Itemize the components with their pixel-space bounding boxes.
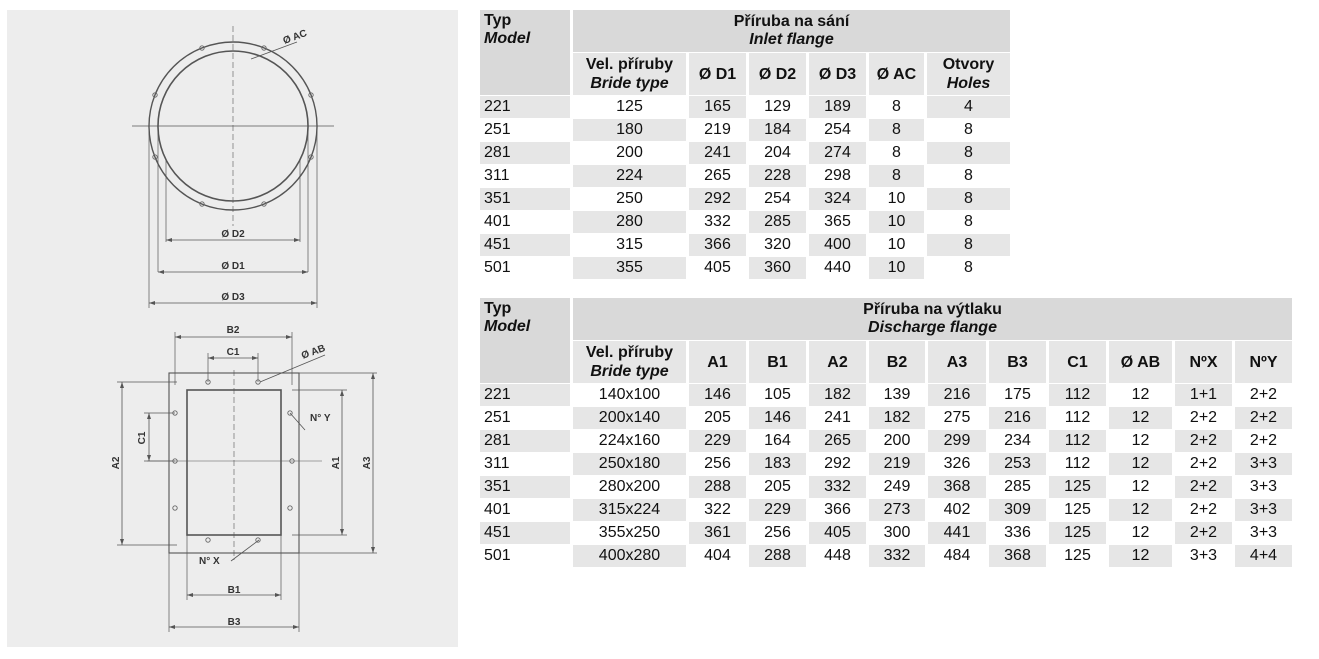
value-cell: 332 bbox=[869, 545, 925, 567]
value-cell: 440 bbox=[809, 257, 866, 279]
typ-model-header bbox=[480, 298, 570, 383]
typ-label: Typ bbox=[484, 300, 512, 317]
value-cell: 165 bbox=[689, 96, 746, 118]
value-cell: 216 bbox=[989, 407, 1046, 429]
value-cell: 125 bbox=[1049, 522, 1106, 544]
value-cell: 112 bbox=[1049, 407, 1106, 429]
discharge-flange-table bbox=[477, 297, 1295, 568]
column-header bbox=[749, 53, 806, 95]
value-cell: 405 bbox=[809, 522, 866, 544]
typ-model-header bbox=[480, 10, 570, 95]
table-row bbox=[480, 407, 1292, 429]
value-cell: 292 bbox=[689, 188, 746, 210]
value-cell: 332 bbox=[809, 476, 866, 498]
value-cell: 125 bbox=[1049, 499, 1106, 521]
label-ac: Ø AC bbox=[281, 28, 309, 47]
value-cell: 441 bbox=[928, 522, 986, 544]
column-header-sublabel: Bride type bbox=[590, 75, 669, 92]
model-cell: 501 bbox=[480, 545, 570, 567]
table-row bbox=[480, 453, 1292, 475]
value-cell: 249 bbox=[869, 476, 925, 498]
model-cell: 351 bbox=[480, 476, 570, 498]
model-cell: 251 bbox=[480, 407, 570, 429]
value-cell: 205 bbox=[689, 407, 746, 429]
value-cell: 112 bbox=[1049, 430, 1106, 452]
value-cell: 1+1 bbox=[1175, 384, 1232, 406]
column-header bbox=[749, 341, 806, 383]
column-header bbox=[573, 341, 686, 383]
value-cell: 139 bbox=[869, 384, 925, 406]
value-cell: 2+2 bbox=[1175, 453, 1232, 475]
value-cell: 164 bbox=[749, 430, 806, 452]
value-cell: 241 bbox=[809, 407, 866, 429]
column-header bbox=[809, 341, 866, 383]
column-header-label: Ø AC bbox=[876, 65, 917, 83]
column-header-label: Ø D1 bbox=[698, 65, 737, 83]
inlet-group-subtitle: Inlet flange bbox=[749, 31, 834, 48]
column-header bbox=[1109, 341, 1172, 383]
value-cell: 229 bbox=[689, 430, 746, 452]
value-cell: 326 bbox=[928, 453, 986, 475]
column-header bbox=[689, 341, 746, 383]
column-header-label: NºY bbox=[1249, 353, 1278, 371]
value-cell: 229 bbox=[749, 499, 806, 521]
value-cell: 10 bbox=[869, 234, 924, 256]
label-d2: Ø D2 bbox=[221, 229, 245, 240]
table-row bbox=[480, 257, 1010, 279]
inlet-table-body bbox=[480, 96, 1010, 279]
label-a3: A3 bbox=[362, 456, 373, 470]
value-cell: 129 bbox=[749, 96, 806, 118]
value-cell: 256 bbox=[689, 453, 746, 475]
value-cell: 8 bbox=[927, 234, 1010, 256]
value-cell: 8 bbox=[927, 142, 1010, 164]
model-cell: 281 bbox=[480, 430, 570, 452]
table-row bbox=[480, 499, 1292, 521]
value-cell: 8 bbox=[927, 211, 1010, 233]
value-cell: 183 bbox=[749, 453, 806, 475]
value-cell: 8 bbox=[869, 96, 924, 118]
value-cell: 315x224 bbox=[573, 499, 686, 521]
value-cell: 300 bbox=[869, 522, 925, 544]
column-header bbox=[928, 341, 986, 383]
value-cell: 205 bbox=[749, 476, 806, 498]
discharge-group-title: Příruba na výtlaku bbox=[863, 301, 1002, 318]
label-b1: B1 bbox=[227, 585, 241, 596]
typ-label: Typ bbox=[484, 12, 512, 29]
discharge-column-header-row bbox=[480, 341, 1292, 383]
discharge-group-subtitle: Discharge flange bbox=[868, 319, 997, 336]
value-cell: 224x160 bbox=[573, 430, 686, 452]
value-cell: 3+3 bbox=[1235, 476, 1292, 498]
value-cell: 200 bbox=[869, 430, 925, 452]
value-cell: 4+4 bbox=[1235, 545, 1292, 567]
value-cell: 402 bbox=[928, 499, 986, 521]
column-header-label: A1 bbox=[707, 353, 728, 371]
value-cell: 355x250 bbox=[573, 522, 686, 544]
inlet-group-title: Příruba na sání bbox=[733, 13, 850, 30]
value-cell: 368 bbox=[989, 545, 1046, 567]
column-header-label: NºX bbox=[1189, 353, 1218, 371]
value-cell: 309 bbox=[989, 499, 1046, 521]
value-cell: 292 bbox=[809, 453, 866, 475]
value-cell: 8 bbox=[927, 119, 1010, 141]
value-cell: 2+2 bbox=[1235, 430, 1292, 452]
model-label: Model bbox=[484, 318, 531, 335]
value-cell: 365 bbox=[809, 211, 866, 233]
column-header bbox=[1175, 341, 1232, 383]
value-cell: 405 bbox=[689, 257, 746, 279]
column-header-label: Vel. příruby bbox=[585, 56, 674, 73]
column-header bbox=[869, 341, 925, 383]
value-cell: 2+2 bbox=[1235, 384, 1292, 406]
value-cell: 105 bbox=[749, 384, 806, 406]
table-row bbox=[480, 234, 1010, 256]
value-cell: 8 bbox=[869, 119, 924, 141]
value-cell: 280 bbox=[573, 211, 686, 233]
value-cell: 332 bbox=[689, 211, 746, 233]
column-header-label: A2 bbox=[827, 353, 848, 371]
value-cell: 12 bbox=[1109, 407, 1172, 429]
value-cell: 8 bbox=[927, 188, 1010, 210]
value-cell: 234 bbox=[989, 430, 1046, 452]
model-cell: 401 bbox=[480, 211, 570, 233]
value-cell: 273 bbox=[869, 499, 925, 521]
model-cell: 221 bbox=[480, 384, 570, 406]
table-row bbox=[480, 188, 1010, 210]
value-cell: 360 bbox=[749, 257, 806, 279]
model-cell: 311 bbox=[480, 453, 570, 475]
column-header bbox=[1049, 341, 1106, 383]
column-header-sublabel: Holes bbox=[946, 75, 991, 92]
value-cell: 366 bbox=[809, 499, 866, 521]
value-cell: 112 bbox=[1049, 384, 1106, 406]
value-cell: 8 bbox=[927, 257, 1010, 279]
column-header-label: B2 bbox=[886, 353, 908, 371]
label-b3: B3 bbox=[227, 617, 241, 628]
value-cell: 404 bbox=[689, 545, 746, 567]
value-cell: 336 bbox=[989, 522, 1046, 544]
label-nx: N° X bbox=[199, 556, 220, 567]
value-cell: 275 bbox=[928, 407, 986, 429]
label-a2: A2 bbox=[111, 456, 122, 470]
value-cell: 204 bbox=[749, 142, 806, 164]
column-header bbox=[689, 53, 746, 95]
value-cell: 189 bbox=[809, 96, 866, 118]
value-cell: 274 bbox=[809, 142, 866, 164]
column-header bbox=[927, 53, 1010, 95]
value-cell: 253 bbox=[989, 453, 1046, 475]
value-cell: 448 bbox=[809, 545, 866, 567]
table-row bbox=[480, 142, 1010, 164]
value-cell: 322 bbox=[689, 499, 746, 521]
column-header-label: A3 bbox=[946, 353, 968, 371]
value-cell: 361 bbox=[689, 522, 746, 544]
table-row bbox=[480, 211, 1010, 233]
label-b2: B2 bbox=[226, 325, 240, 336]
table-row bbox=[480, 476, 1292, 498]
value-cell: 254 bbox=[809, 119, 866, 141]
model-cell: 221 bbox=[480, 96, 570, 118]
column-header bbox=[869, 53, 924, 95]
model-cell: 351 bbox=[480, 188, 570, 210]
column-header bbox=[989, 341, 1046, 383]
value-cell: 299 bbox=[928, 430, 986, 452]
model-cell: 451 bbox=[480, 522, 570, 544]
table-row bbox=[480, 119, 1010, 141]
value-cell: 146 bbox=[749, 407, 806, 429]
value-cell: 4 bbox=[927, 96, 1010, 118]
label-ab: Ø AB bbox=[300, 342, 327, 362]
column-header-label: B3 bbox=[1007, 353, 1028, 371]
value-cell: 8 bbox=[869, 165, 924, 187]
value-cell: 12 bbox=[1109, 430, 1172, 452]
column-header bbox=[573, 53, 686, 95]
value-cell: 112 bbox=[1049, 453, 1106, 475]
model-label: Model bbox=[484, 30, 531, 47]
value-cell: 12 bbox=[1109, 476, 1172, 498]
discharge-flange-drawing bbox=[117, 332, 377, 632]
model-cell: 401 bbox=[480, 499, 570, 521]
label-d3: Ø D3 bbox=[221, 292, 245, 303]
value-cell: 3+3 bbox=[1235, 499, 1292, 521]
value-cell: 146 bbox=[689, 384, 746, 406]
value-cell: 12 bbox=[1109, 522, 1172, 544]
value-cell: 125 bbox=[1049, 476, 1106, 498]
value-cell: 125 bbox=[573, 96, 686, 118]
model-cell: 281 bbox=[480, 142, 570, 164]
value-cell: 200 bbox=[573, 142, 686, 164]
value-cell: 10 bbox=[869, 188, 924, 210]
value-cell: 10 bbox=[869, 211, 924, 233]
column-header-label: C1 bbox=[1067, 353, 1088, 371]
value-cell: 2+2 bbox=[1235, 407, 1292, 429]
value-cell: 216 bbox=[928, 384, 986, 406]
value-cell: 250x180 bbox=[573, 453, 686, 475]
value-cell: 254 bbox=[749, 188, 806, 210]
value-cell: 256 bbox=[749, 522, 806, 544]
column-header-label: Vel. příruby bbox=[585, 344, 674, 361]
column-header-label: Ø D3 bbox=[818, 65, 857, 83]
column-header-label: Otvory bbox=[942, 56, 995, 73]
column-header-label: B1 bbox=[767, 353, 788, 371]
value-cell: 182 bbox=[869, 407, 925, 429]
value-cell: 324 bbox=[809, 188, 866, 210]
value-cell: 366 bbox=[689, 234, 746, 256]
table-row bbox=[480, 384, 1292, 406]
value-cell: 3+3 bbox=[1235, 453, 1292, 475]
value-cell: 140x100 bbox=[573, 384, 686, 406]
value-cell: 219 bbox=[689, 119, 746, 141]
discharge-group-header bbox=[573, 298, 1292, 340]
column-header-sublabel: Bride type bbox=[590, 363, 669, 380]
value-cell: 200x140 bbox=[573, 407, 686, 429]
value-cell: 285 bbox=[989, 476, 1046, 498]
value-cell: 2+2 bbox=[1175, 522, 1232, 544]
value-cell: 288 bbox=[689, 476, 746, 498]
value-cell: 484 bbox=[928, 545, 986, 567]
label-d1: Ø D1 bbox=[221, 261, 245, 272]
value-cell: 280x200 bbox=[573, 476, 686, 498]
model-cell: 311 bbox=[480, 165, 570, 187]
value-cell: 10 bbox=[869, 257, 924, 279]
column-header bbox=[1235, 341, 1292, 383]
table-row bbox=[480, 96, 1010, 118]
value-cell: 315 bbox=[573, 234, 686, 256]
value-cell: 2+2 bbox=[1175, 476, 1232, 498]
column-header-label: Ø D2 bbox=[758, 65, 797, 83]
column-header-label: Ø AB bbox=[1120, 353, 1161, 371]
column-header bbox=[809, 53, 866, 95]
value-cell: 355 bbox=[573, 257, 686, 279]
value-cell: 2+2 bbox=[1175, 430, 1232, 452]
value-cell: 320 bbox=[749, 234, 806, 256]
label-c1-vertical: C1 bbox=[137, 431, 148, 445]
value-cell: 12 bbox=[1109, 499, 1172, 521]
table-row bbox=[480, 522, 1292, 544]
inlet-group-header bbox=[573, 10, 1010, 52]
table-row bbox=[480, 430, 1292, 452]
discharge-table-body bbox=[480, 384, 1292, 567]
value-cell: 400x280 bbox=[573, 545, 686, 567]
value-cell: 184 bbox=[749, 119, 806, 141]
value-cell: 250 bbox=[573, 188, 686, 210]
value-cell: 180 bbox=[573, 119, 686, 141]
value-cell: 182 bbox=[809, 384, 866, 406]
value-cell: 219 bbox=[869, 453, 925, 475]
label-a1: A1 bbox=[331, 456, 342, 470]
value-cell: 12 bbox=[1109, 384, 1172, 406]
value-cell: 400 bbox=[809, 234, 866, 256]
value-cell: 8 bbox=[927, 165, 1010, 187]
value-cell: 265 bbox=[809, 430, 866, 452]
inlet-flange-table bbox=[477, 9, 1013, 280]
label-ny: N° Y bbox=[310, 413, 331, 424]
value-cell: 12 bbox=[1109, 453, 1172, 475]
value-cell: 12 bbox=[1109, 545, 1172, 567]
value-cell: 8 bbox=[869, 142, 924, 164]
value-cell: 368 bbox=[928, 476, 986, 498]
value-cell: 175 bbox=[989, 384, 1046, 406]
value-cell: 3+3 bbox=[1175, 545, 1232, 567]
label-c1: C1 bbox=[226, 347, 240, 358]
value-cell: 125 bbox=[1049, 545, 1106, 567]
value-cell: 298 bbox=[809, 165, 866, 187]
model-cell: 251 bbox=[480, 119, 570, 141]
value-cell: 2+2 bbox=[1175, 407, 1232, 429]
table-row bbox=[480, 165, 1010, 187]
value-cell: 3+3 bbox=[1235, 522, 1292, 544]
value-cell: 228 bbox=[749, 165, 806, 187]
value-cell: 265 bbox=[689, 165, 746, 187]
model-cell: 501 bbox=[480, 257, 570, 279]
value-cell: 285 bbox=[749, 211, 806, 233]
value-cell: 224 bbox=[573, 165, 686, 187]
flange-drawing bbox=[7, 10, 458, 647]
technical-drawing-panel bbox=[7, 10, 458, 647]
value-cell: 288 bbox=[749, 545, 806, 567]
value-cell: 2+2 bbox=[1175, 499, 1232, 521]
model-cell: 451 bbox=[480, 234, 570, 256]
table-row bbox=[480, 545, 1292, 567]
value-cell: 241 bbox=[689, 142, 746, 164]
